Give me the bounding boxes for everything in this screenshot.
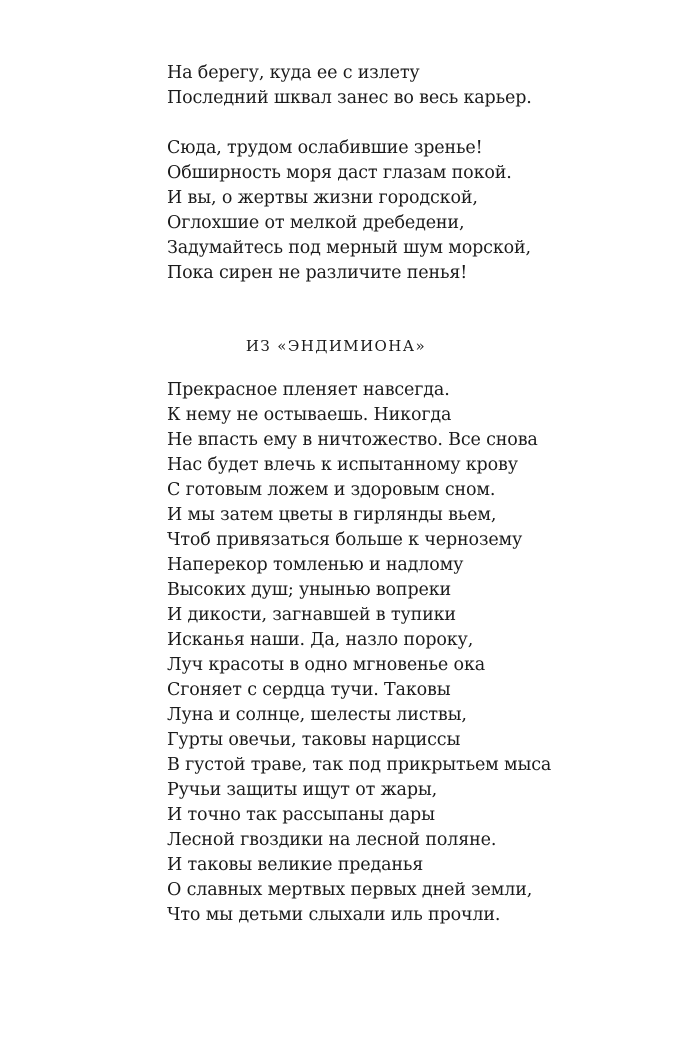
poem-line: Пока сирен не различите пенья! <box>167 263 468 283</box>
poem-line: К нему не остываешь. Никогда <box>167 405 452 425</box>
poem-line: Ручьи защиты ищут от жары, <box>167 780 438 800</box>
poem-line: Оглохшие от мелкой дребедени, <box>167 213 465 233</box>
poem-line: Обширность моря даст глазам покой. <box>167 163 512 183</box>
poem-line: Сгоняет с сердца тучи. Таковы <box>167 680 451 700</box>
poem-body <box>167 378 551 928</box>
poem-line: И таковы великие преданья <box>167 855 424 875</box>
poem-line: И дикости, загнавшей в тупики <box>167 605 456 625</box>
poem-line: На берегу, куда ее с излету <box>167 63 420 83</box>
poem-line: Наперекор томленью и надлому <box>167 555 464 575</box>
poem-line: Исканья наши. Да, назло пороку, <box>167 630 474 650</box>
poem-stanza <box>167 136 531 286</box>
poem-line: Луч красоты в одно мгновенье ока <box>167 655 486 675</box>
poem-line: В густой траве, так под прикрытьем мыса <box>167 755 552 775</box>
poem-line: Луна и солнце, шелесты листвы, <box>167 705 467 725</box>
poem-line: Лесной гвоздики на лесной поляне. <box>167 830 497 850</box>
poem-line: Гурты овечьи, таковы нарциссы <box>167 730 461 750</box>
poem-line: Последний шквал занес во весь карьер. <box>167 88 532 108</box>
poem-line: Не впасть ему в ничтожество. Все снова <box>167 430 538 450</box>
poem-line: И мы затем цветы в гирлянды вьем, <box>167 505 497 525</box>
poem-line: Сюда, трудом ослабившие зренье! <box>167 138 483 158</box>
poem-line: Нас будет влечь к испытанному крову <box>167 455 518 475</box>
poem-title-text: ИЗ «ЭНДИМИОНА» <box>245 337 427 355</box>
poem-stanza <box>167 61 532 111</box>
poem-line: Чтоб привязаться больше к чернозему <box>167 530 523 550</box>
poem-title <box>0 334 680 359</box>
poem-line: Задумайтесь под мерный шум морской, <box>167 238 531 258</box>
poem-line: Высоких душ; унынью вопреки <box>167 580 451 600</box>
poem-line: И точно так рассыпаны дары <box>167 805 435 825</box>
poem-line: Что мы детьми слыхали иль прочли. <box>167 905 501 925</box>
poem-line: О славных мертвых первых дней земли, <box>167 880 533 900</box>
poem-line: И вы, о жертвы жизни городской, <box>167 188 478 208</box>
poem-line: Прекрасное пленяет навсегда. <box>167 380 450 400</box>
poem-line: С готовым ложем и здоровым сном. <box>167 480 496 500</box>
